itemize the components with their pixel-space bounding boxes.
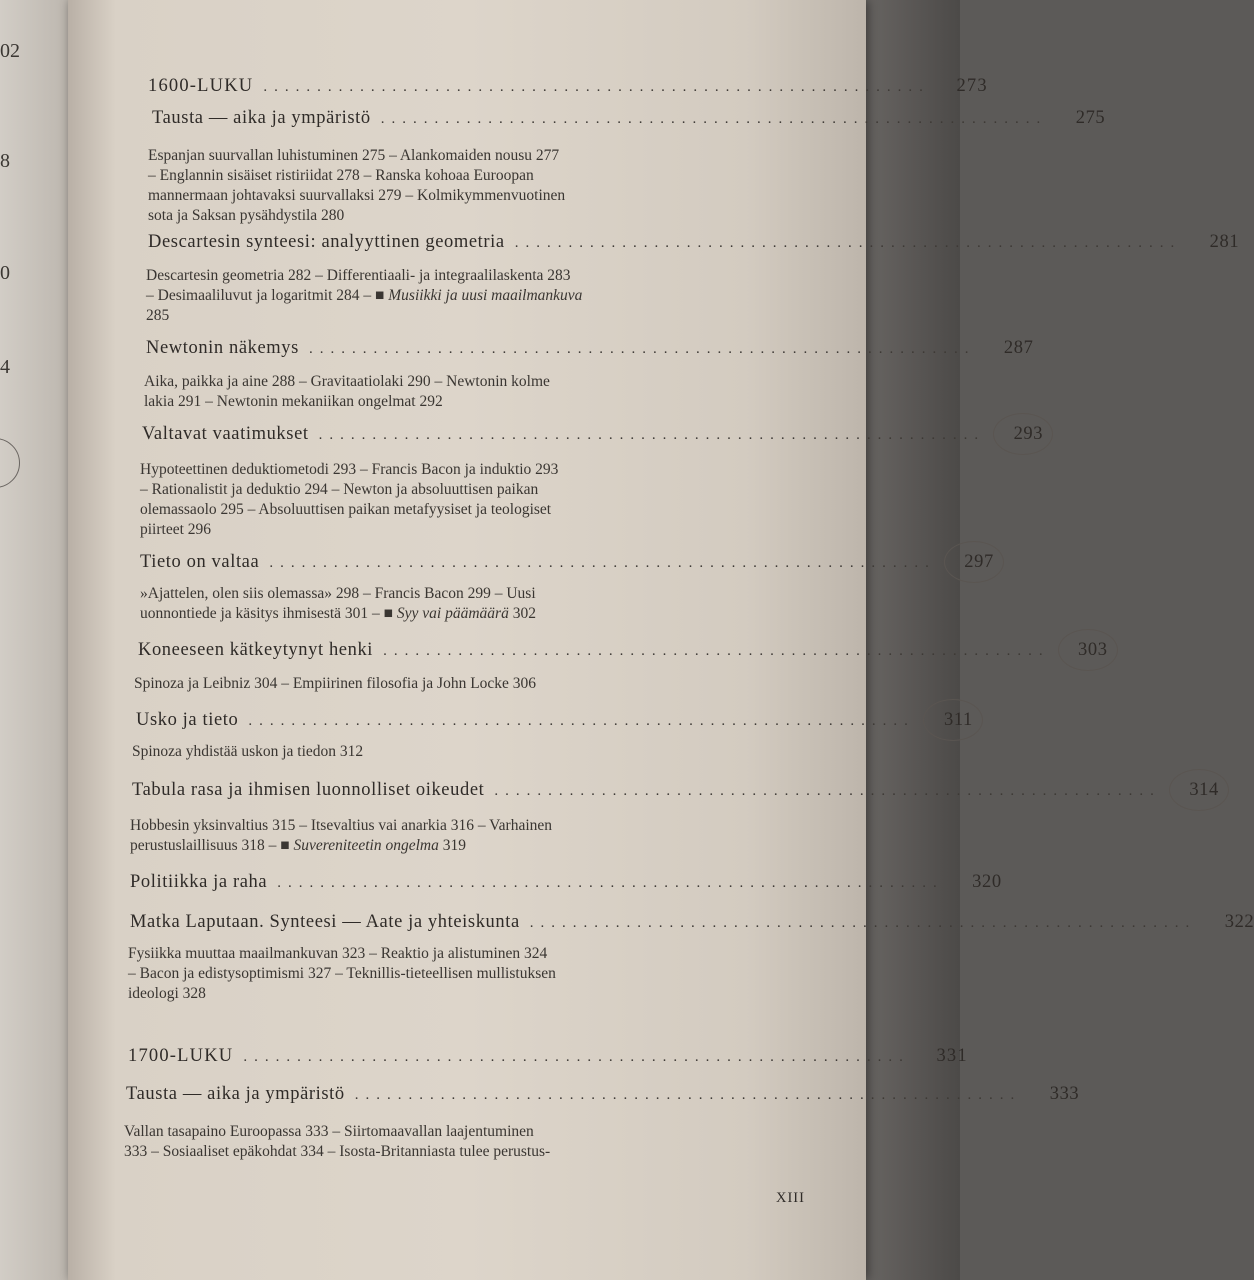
- pencil-circle-fragment: [0, 438, 20, 488]
- toc-subentries: [144, 372, 700, 412]
- page-number: 320: [972, 872, 1002, 892]
- toc-title: Koneeseen kätkeytynyt henki: [138, 640, 374, 660]
- italic-subentry: ■ Suvereniteetin ongelma: [280, 837, 439, 854]
- toc-entry: [126, 1084, 1080, 1105]
- toc-subentries: [130, 816, 706, 856]
- toc-entry: [130, 912, 1254, 933]
- toc-subentries: [146, 266, 702, 326]
- subentry-line: 285: [146, 307, 170, 324]
- subentry-line: Hobbesin yksinvaltius 315 – Itsevaltius vai anarkia 316 – Varhainen: [130, 817, 553, 834]
- italic-subentry: ■ Syy vai päämäärä: [383, 605, 509, 622]
- toc-title: Matka Laputaan. Synteesi — Aate ja yhteiskunta: [130, 912, 520, 932]
- margin-number: 0: [0, 262, 10, 284]
- toc-entry: [132, 780, 1219, 801]
- page-number: 322: [1224, 912, 1254, 932]
- subentry-line: Descartesin geometria 282 – Differentiaali- ja integraalilaskenta 283: [146, 267, 571, 284]
- leader-dots: ..............................................................: [243, 1049, 910, 1065]
- subentry-line: »Ajattelen, olen siis olemassa» 298 – Francis Bacon 299 – Uusi: [140, 585, 536, 602]
- page-number: 275: [1075, 108, 1106, 128]
- margin-number: 02: [0, 40, 20, 62]
- subentry-line: – Rationalistit ja deduktio 294 – Newton ja absoluuttisen paikan: [140, 481, 539, 498]
- toc-subentries: [140, 460, 700, 540]
- toc-title: Valtavat vaatimukset: [142, 424, 309, 444]
- subentry-line: mannermaan johtavaksi suurvallaksi 279 – Kolmikymmenvuotinen: [148, 187, 566, 204]
- toc-subentries: [148, 146, 704, 226]
- leader-dots: ..............................................................: [529, 915, 1197, 931]
- page-number: 293: [995, 424, 1043, 445]
- subentry-line: olemassaolo 295 – Absoluuttisen paikan metafyysiset ja teologiset: [140, 501, 552, 518]
- toc-title: Politiikka ja raha: [130, 872, 268, 892]
- subentry-line: perustuslaillisuus 318 – ■ Suvereniteetin ongelma 319: [130, 837, 466, 854]
- leader-dots: ..............................................................: [383, 643, 1050, 659]
- page-number: 333: [1049, 1084, 1080, 1104]
- page-number: 287: [1003, 338, 1034, 358]
- subentry-line: piirteet 296: [140, 521, 212, 538]
- page-number: 273: [956, 76, 988, 96]
- toc-subentries: [124, 1122, 714, 1162]
- leader-dots: ..............................................................: [263, 79, 930, 95]
- page-number: 281: [1209, 232, 1240, 252]
- page-number: 297: [946, 552, 994, 573]
- toc-title: Tausta — aika ja ympäristö: [152, 108, 371, 128]
- toc-entry: [148, 76, 988, 97]
- subentry-line: Vallan tasapaino Euroopassa 333 – Siirtomaavallan laajentuminen: [124, 1123, 534, 1140]
- page-number: 303: [1060, 640, 1108, 661]
- pencil-circle: [923, 699, 983, 741]
- toc-entry: [142, 424, 1044, 445]
- toc-title: Usko ja tieto: [136, 710, 239, 730]
- page-number: 311: [925, 710, 973, 731]
- subentry-line: ideologi 328: [128, 985, 206, 1002]
- subentry-line: uonnontiede ja käsitys ihmisestä 301 – ■ Syy vai päämäärä 302: [140, 605, 536, 622]
- toc-entry: [136, 710, 973, 731]
- subentry-line: lakia 291 – Newtonin mekaniikan ongelmat 292: [144, 393, 443, 410]
- leader-dots: ..............................................................: [248, 713, 915, 729]
- toc-entry: [140, 552, 994, 573]
- subentry-line: Aika, paikka ja aine 288 – Gravitaatiolaki 290 – Newtonin kolme: [144, 373, 550, 390]
- pencil-circle: [944, 541, 1004, 583]
- subentry-line: – Bacon ja edistysoptimismi 327 – Teknillis-tieteellisen mullistuksen: [128, 965, 556, 982]
- page-folio: XIII: [776, 1190, 805, 1206]
- pencil-circle: [1058, 629, 1118, 671]
- toc-title: Tausta — aika ja ympäristö: [126, 1084, 345, 1104]
- page-number: 331: [936, 1046, 968, 1066]
- toc-title: 1700-LUKU: [128, 1046, 234, 1066]
- subentry-line: Hypoteettinen deduktiometodi 293 – Francis Bacon ja induktio 293: [140, 461, 559, 478]
- toc-entry: [138, 640, 1108, 661]
- book-page: [68, 0, 1254, 1280]
- subentry-line: sota ja Saksan pysähdystila 280: [148, 207, 345, 224]
- toc-subentries: [132, 742, 692, 762]
- page-number: 314: [1171, 780, 1219, 801]
- leader-dots: ..............................................................: [277, 875, 944, 891]
- toc-entry: [146, 338, 1034, 359]
- subentry-line: – Englannin sisäiset ristiriidat 278 – Ranska kohoaa Euroopan: [148, 167, 534, 184]
- toc-title: 1600-LUKU: [148, 76, 254, 96]
- subentry-line: Espanjan suurvallan luhistuminen 275 – Alankomaiden nousu 277: [148, 147, 560, 164]
- toc-subentries: [128, 944, 712, 1004]
- subentry-line: Fysiikka muuttaa maailmankuvan 323 – Reaktio ja alistuminen 324: [128, 945, 548, 962]
- leader-dots: ..............................................................: [318, 427, 986, 443]
- toc-title: Descartesin synteesi: analyyttinen geometria: [148, 232, 505, 252]
- margin-number: 4: [0, 356, 10, 378]
- toc-title: Tabula rasa ja ihmisen luonnolliset oikeudet: [132, 780, 485, 800]
- italic-subentry: ■ Musiikki ja uusi maailmankuva: [375, 287, 583, 304]
- previous-page-edge: [0, 0, 68, 1280]
- subentry-line: – Desimaaliluvut ja logaritmit 284 – ■ Musiikki ja uusi maailmankuva: [146, 287, 583, 304]
- toc-entry: [148, 232, 1240, 253]
- subentry-line: 333 – Sosiaaliset epäkohdat 334 – Isosta-Britanniasta tulee perustus-: [124, 1143, 551, 1160]
- leader-dots: ..............................................................: [354, 1087, 1022, 1103]
- toc-entry: [128, 1046, 968, 1067]
- leader-dots: ..............................................................: [494, 783, 1161, 799]
- subentry-line: Spinoza yhdistää uskon ja tiedon 312: [132, 743, 364, 760]
- margin-number: 8: [0, 150, 10, 172]
- toc-title: Newtonin näkemys: [146, 338, 299, 358]
- pencil-circle: [1169, 769, 1229, 811]
- toc-title: Tieto on valtaa: [140, 552, 260, 572]
- toc-entry: [152, 108, 1106, 129]
- leader-dots: ..............................................................: [514, 235, 1182, 251]
- leader-dots: ..............................................................: [308, 341, 976, 357]
- toc-subentries: [140, 584, 696, 624]
- toc-entry: [130, 872, 1002, 893]
- pencil-circle: [993, 413, 1053, 455]
- toc-subentries: [134, 674, 714, 694]
- leader-dots: ..............................................................: [269, 555, 936, 571]
- subentry-line: Spinoza ja Leibniz 304 – Empiirinen filosofia ja John Locke 306: [134, 675, 537, 692]
- leader-dots: ..............................................................: [380, 111, 1048, 127]
